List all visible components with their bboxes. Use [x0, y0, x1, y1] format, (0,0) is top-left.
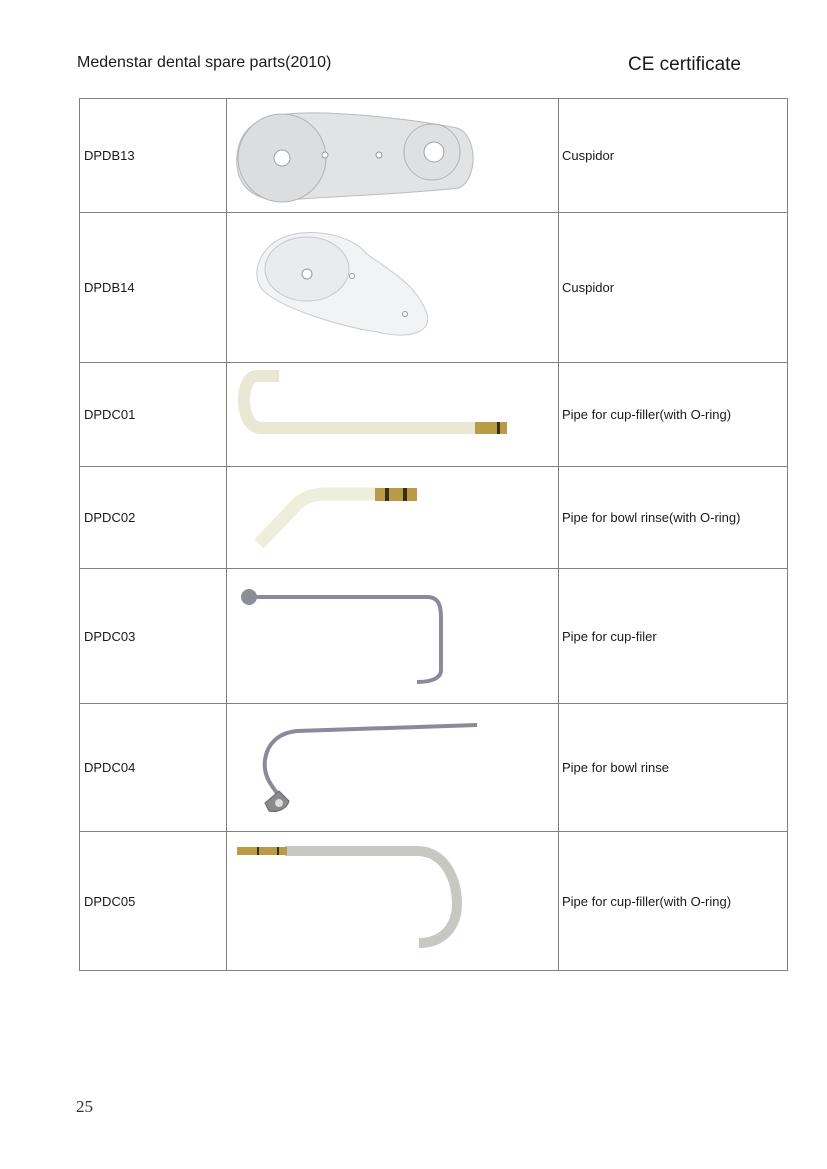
part-code: DPDC03 — [80, 569, 227, 704]
parts-table — [79, 98, 788, 971]
table-row — [80, 213, 788, 363]
j-pipe-white-icon — [227, 364, 558, 466]
bent-pipe-white-icon — [227, 468, 558, 568]
part-image — [227, 213, 559, 363]
part-image — [227, 569, 559, 704]
part-description: Pipe for bowl rinse — [559, 704, 788, 832]
part-description: Pipe for bowl rinse(with O-ring) — [559, 467, 788, 569]
part-code: DPDC05 — [80, 832, 227, 971]
part-description: Cuspidor — [559, 99, 788, 213]
part-description: Pipe for cup-filler(with O-ring) — [559, 832, 788, 971]
cuspidor-bowl-icon — [227, 214, 558, 362]
table-row — [80, 569, 788, 704]
metal-pipe-hook-icon — [227, 570, 558, 703]
part-code: DPDC02 — [80, 467, 227, 569]
table-row — [80, 832, 788, 971]
part-image — [227, 467, 559, 569]
part-image — [227, 363, 559, 467]
part-description: Pipe for cup-filler(with O-ring) — [559, 363, 788, 467]
metal-pipe-nozzle-icon — [227, 705, 558, 831]
part-image — [227, 99, 559, 213]
part-code: DPDC04 — [80, 704, 227, 832]
cuspidor-flat-icon — [227, 100, 558, 212]
part-code: DPDC01 — [80, 363, 227, 467]
j-pipe-grey-icon — [227, 833, 558, 970]
certificate-label: CE certificate — [628, 54, 741, 75]
table-row — [80, 704, 788, 832]
part-description: Cuspidor — [559, 213, 788, 363]
page-number: 25 — [76, 1097, 93, 1116]
part-description: Pipe for cup-filer — [559, 569, 788, 704]
table-row — [80, 99, 788, 213]
part-code: DPDB13 — [80, 99, 227, 213]
part-code: DPDB14 — [80, 213, 227, 363]
table-row — [80, 363, 788, 467]
part-image — [227, 704, 559, 832]
document-title: Medenstar dental spare parts(2010) — [77, 54, 332, 71]
part-image — [227, 832, 559, 971]
table-row — [80, 467, 788, 569]
